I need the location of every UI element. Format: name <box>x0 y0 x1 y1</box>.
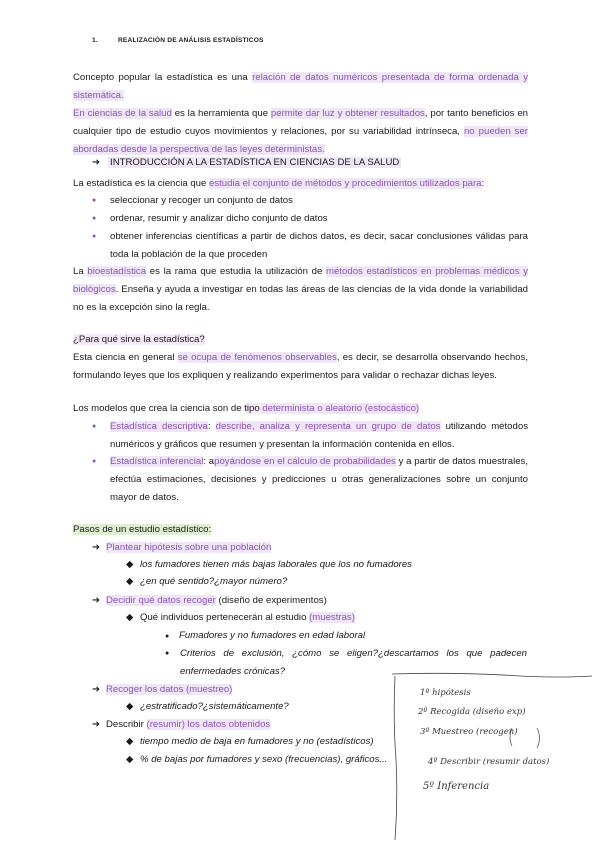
list-item: ● obtener inferencias científicas a partir de dichos datos, es decir, sacar conclusiones válidas para toda la población de la que proceden <box>92 228 528 264</box>
section-intro-heading: ➔ INTRODUCCIÓN A LA ESTADÍSTICA EN CIENCIAS DE LA SALUD <box>92 157 400 168</box>
heading-number: 1. <box>92 37 98 44</box>
intro-paragraph-1: Concepto popular la estadística es una relación de datos numéricos presentada de forma ordenada y sistemática. <box>73 72 528 101</box>
bullet-icon: ● <box>165 633 170 640</box>
diamond-icon: ◆ <box>126 701 134 712</box>
highlight-definition: relación de datos numéricos presentada de forma ordenada y sistemática. <box>73 72 528 101</box>
section-purpose-heading: ¿Para qué sirve la estadística? <box>73 334 205 345</box>
bullet-icon: ● <box>92 423 97 430</box>
intro-paragraph-2: En ciencias de la salud es la herramienta que permite dar luz y obtener resultados, por tanto beneficios en cualquier tipo de estudio cuyos movimientos y relaciones, por su variabilidad intrínseca, no pueden ser abordadas desde la perspectiva de las leyes deterministas. <box>73 108 528 155</box>
handwritten-note: 5º Inferencia <box>423 781 490 792</box>
list-item: ● ordenar, resumir y analizar dicho conjunto de datos <box>92 210 528 228</box>
arrow-icon: ➔ <box>92 542 101 553</box>
document-heading <box>92 37 264 44</box>
step-2: ➔ Decidir qué datos recoger (diseño de experimentos) <box>92 592 327 610</box>
bullet-icon: ● <box>92 233 97 240</box>
arrow-icon: ➔ <box>92 684 101 695</box>
step-4: ➔ Describir (resumir) los datos obtenidos <box>92 716 270 734</box>
handwritten-note: 1º hipótesis <box>420 688 471 698</box>
list-item: ● seleccionar y recoger un conjunto de datos <box>92 192 528 210</box>
purpose-paragraph: Esta ciencia en general se ocupa de fenómenos observables, es decir, se desarrolla observando hechos, formulando leyes que los expliquen y realizando experimentos para validar o rechazar dichas leyes. <box>73 352 528 381</box>
models-paragraph: Los modelos que crea la ciencia son de tipo determinista o aleatorio (estocástico) <box>73 403 420 414</box>
diamond-icon: ◆ <box>126 754 134 765</box>
diamond-icon: ◆ <box>126 736 134 747</box>
diamond-icon: ◆ <box>126 576 134 587</box>
bullet-icon: ● <box>92 197 97 204</box>
step-4-item: ◆ % de bajas por fumadores y sexo (frecuencias), gráficos... <box>126 751 387 769</box>
heading-title: REALIZACIÓN DE ANÁLISIS ESTADÍSTICOS <box>117 37 264 44</box>
step-1-item: ◆ los fumadores tienen más bajas laborales que los no fumadores <box>126 556 412 574</box>
handwritten-note: 3º Muestreo (recogen) <box>420 727 518 737</box>
bullet-icon: ● <box>92 458 97 465</box>
step-4-item: ◆ tiempo medio de baja en fumadores y no (estadísticos) <box>126 733 374 751</box>
bioestadistica-paragraph: La bioestadística es la rama que estudia la utilización de métodos estadísticos en problemas médicos y biológicos. Enseña y ayuda a investigar en todas las áreas de las ciencias de la vida donde la variabilidad no es la excepción sino la regla. <box>73 266 529 313</box>
section-steps-heading: Pasos de un estudio estadístico: <box>73 524 212 535</box>
arrow-icon: ➔ <box>92 157 101 168</box>
handwritten-note: 4º Describir (resumir datos) <box>428 757 550 767</box>
bullet-icon: ● <box>165 650 170 657</box>
bullet-icon: ● <box>92 215 97 222</box>
diamond-icon: ◆ <box>126 612 134 623</box>
step-2-sub-item: ● Criterios de exclusión, ¿cómo se eligen?¿descartamos los que padecen enfermedades crónicas? <box>165 645 527 681</box>
step-1: ➔ Plantear hipótesis sobre una población <box>92 539 271 557</box>
list-item-inferential: ● Estadística inferencial: apoyándose en el cálculo de probabilidades y a partir de datos muestrales, efectúa estimaciones, decisiones y predicciones u otras generalizaciones sobre un conjunto mayor de datos. <box>92 453 528 507</box>
step-1-item: ◆ ¿en qué sentido?¿mayor número? <box>126 573 287 591</box>
handwritten-note: 2º Recogida (diseño exp) <box>418 707 526 717</box>
arrow-icon: ➔ <box>92 595 101 606</box>
step-3: ➔ Recoger los datos (muestreo) <box>92 681 232 699</box>
step-3-item: ◆ ¿estratificado?¿sistemáticamente? <box>126 698 289 716</box>
arrow-icon: ➔ <box>92 719 101 730</box>
step-2-sub-item: ● Fumadores y no fumadores en edad laboral <box>165 627 365 646</box>
step-2-sub: ◆ Qué individuos pertenecerán al estudio (muestras) <box>126 609 355 627</box>
definition-paragraph: La estadística es la ciencia que estudia el conjunto de métodos y procedimientos utilizados para: <box>73 178 485 189</box>
list-item-descriptive: ● Estadística descriptiva: describe, analiza y representa un grupo de datos utilizando métodos numéricos y gráficos que resumen y presentan la información contenida en ellos. <box>92 418 528 454</box>
diamond-icon: ◆ <box>126 559 134 570</box>
